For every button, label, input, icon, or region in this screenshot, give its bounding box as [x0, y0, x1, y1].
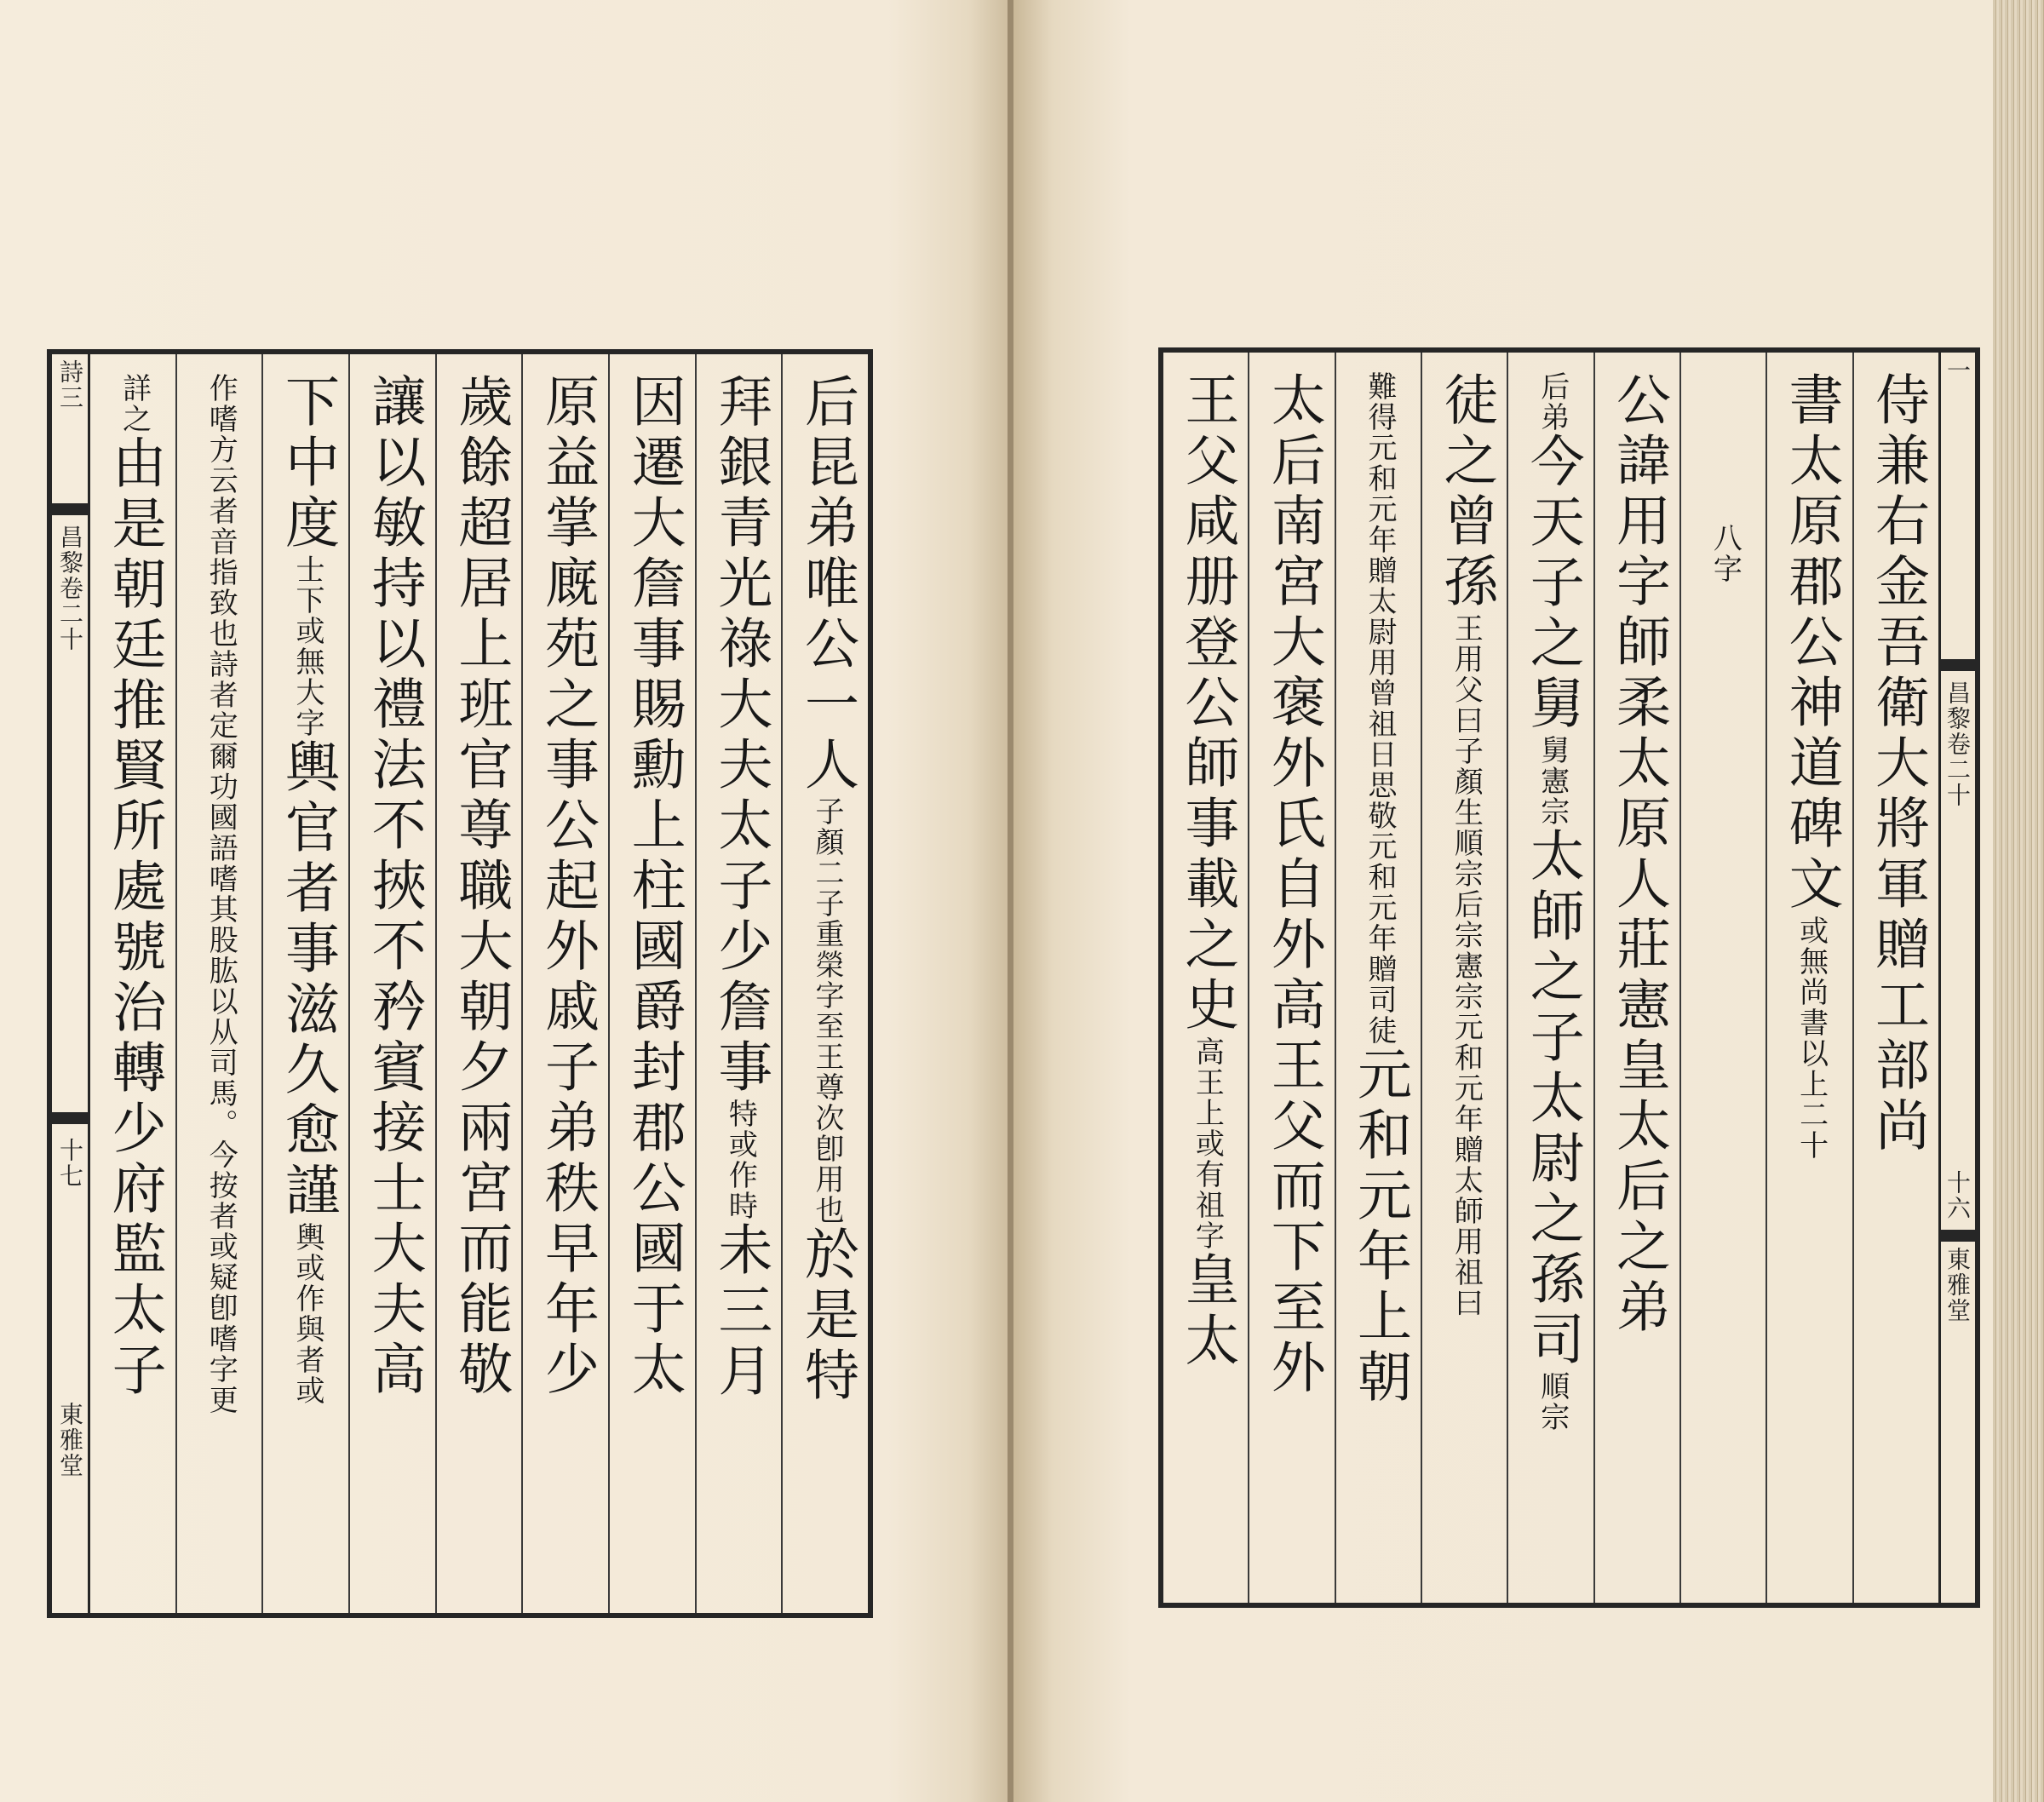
text-column	[261, 354, 348, 1613]
commentary-note: 八字	[1708, 523, 1743, 584]
text-column	[1163, 353, 1248, 1603]
text-column	[1852, 353, 1938, 1603]
right-strip-folio: 十六	[1944, 1170, 1972, 1221]
commentary-note: 后弟	[1535, 371, 1570, 433]
main-text: 皇太	[1175, 1251, 1239, 1372]
right-strip-top: 一	[1944, 358, 1972, 383]
main-text: 未三月	[709, 1221, 772, 1403]
text-column	[521, 354, 608, 1613]
main-text: 徒之曾孫	[1434, 371, 1498, 613]
commentary-note: 王用父曰子顏生順宗后宗憲宗元和元年贈太師用祖曰	[1449, 613, 1484, 1318]
commentary-note: 高王上或有祖字	[1190, 1036, 1225, 1251]
text-column	[1335, 353, 1421, 1603]
left-text-columns	[90, 354, 868, 1613]
page-edges	[1993, 0, 2044, 1802]
left-strip-publisher: 東雅堂	[56, 1402, 84, 1478]
main-text: 因遷大詹事賜勳上柱國爵封郡公國于太	[622, 373, 686, 1401]
main-text: 由是朝廷推賢所處號治轉少府監太子	[102, 434, 166, 1402]
text-column	[695, 354, 782, 1613]
right-strip-publisher: 東雅堂	[1944, 1247, 1972, 1323]
main-text: 太師之子太尉之孫司	[1520, 827, 1584, 1371]
left-text-frame	[47, 349, 873, 1618]
commentary-note: 輿或作與者或	[290, 1222, 324, 1406]
right-strip-title: 昌黎卷二十	[1944, 680, 1972, 808]
commentary-note: 順宗	[1535, 1371, 1570, 1432]
main-text: 王父咸册登公師事載之史	[1175, 371, 1239, 1036]
main-text: 后昆弟唯公一人	[795, 373, 858, 796]
right-text-columns	[1163, 353, 1938, 1603]
commentary-note: 子顏二子重榮字至王尊次卽用也	[810, 796, 844, 1225]
text-column	[1507, 353, 1593, 1603]
main-text: 原益掌廐苑之事公起外戚子弟秩早年少	[535, 373, 599, 1401]
commentary-note: 作嗜方云者音指致也詩者定爾功國語嗜其股肱以从司馬。今按者或疑卽嗜字更	[204, 373, 238, 1415]
commentary-note: 或無尚書以上二十	[1794, 915, 1829, 1161]
fishtail-mark-lower	[52, 1112, 88, 1124]
text-column	[1679, 353, 1766, 1603]
text-column	[608, 354, 695, 1613]
text-column	[1593, 353, 1679, 1603]
main-text: 歲餘超居上班官尊職大朝夕兩宮而能敬	[449, 373, 513, 1401]
main-text: 元和元年上朝	[1348, 1046, 1412, 1409]
text-column	[1248, 353, 1334, 1603]
left-strip-title: 昌黎卷二十	[56, 525, 84, 652]
left-strip-top: 詩三	[56, 359, 84, 410]
commentary-note: 士下或無大字	[290, 554, 324, 738]
main-text: 書太原郡公神道碑文	[1779, 371, 1843, 915]
fishtail-mark-upper-right	[1941, 659, 1975, 671]
main-text: 讓以敏持以禮法不挾不矜賓接士大夫高	[362, 373, 426, 1401]
text-column	[1421, 353, 1507, 1603]
main-text: 輿官者事滋久愈謹	[275, 738, 339, 1222]
main-text: 公諱用字師柔太原人莊憲皇太后之弟	[1607, 371, 1671, 1339]
text-column	[781, 354, 868, 1613]
text-column	[435, 354, 522, 1613]
text-column	[348, 354, 435, 1613]
commentary-note: 詳之	[117, 373, 152, 434]
commentary-note: 難得元和元年贈太尉用曾祖日思敬元和元年贈司徒	[1363, 371, 1398, 1046]
fishtail-mark-upper	[52, 503, 88, 515]
main-text: 下中度	[275, 373, 339, 554]
main-text: 太后南宮大褒外氏自外高王父而下至外	[1261, 371, 1325, 1399]
main-text: 於是特	[795, 1225, 858, 1407]
fishtail-mark-lower-right	[1941, 1230, 1975, 1242]
right-text-frame	[1158, 347, 1980, 1608]
main-text: 拜銀青光祿大夫太子少詹事	[709, 373, 772, 1099]
left-strip-folio: 十七	[56, 1138, 84, 1189]
main-text: 今天子之舅	[1520, 433, 1584, 735]
right-side-strip	[1938, 353, 1975, 1603]
text-column	[1766, 353, 1852, 1603]
left-side-strip	[52, 354, 90, 1613]
commentary-note: 舅憲宗	[1535, 735, 1570, 827]
commentary-note: 特或作時	[723, 1099, 758, 1221]
main-text: 侍兼右金吾衛大將軍贈工部尚	[1866, 371, 1929, 1157]
text-column	[175, 354, 262, 1613]
text-column	[90, 354, 175, 1613]
